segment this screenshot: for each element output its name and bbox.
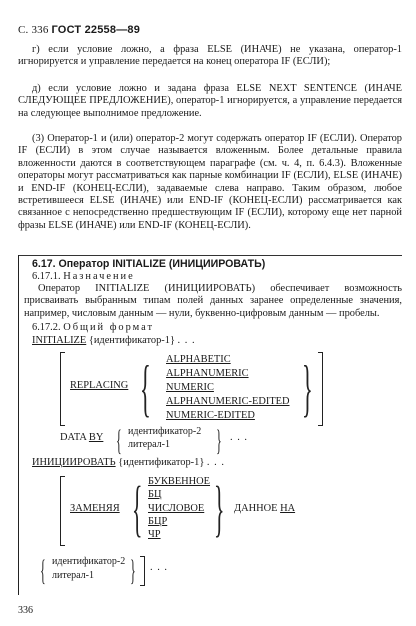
- keyword-replacing: REPLACING: [70, 380, 129, 391]
- ellipsis-ru: . . .: [206, 457, 225, 468]
- data-by-line: [60, 432, 103, 444]
- paragraph-3: (3) Оператор-1 и (или) оператор-2 могут содержать оператор IF (ЕСЛИ). Оператор IF (ЕСЛИ) в этом случае называется вложенным. Более детальные правила вложенности даются в соответствующем параграфе (см. ч. 4, п. 6.4.3). Вложенные операторы могут рассматриваться как парные комбинации IF (ЕСЛИ), ELSE (ИНАЧЕ) и END-IF (КОНЕЦ-ЕСЛИ), задаваемые слева направо. Таким образом, любое встретившееся ELSE (ИНАЧЕ) или END-IF (КОНЕЦ-ЕСЛИ) рассматривается как связанное с непосредственно предшествующим IF (ЕСЛИ), которому еще нет парной фразы ELSE (ИНАЧЕ) или END-IF (КОНЕЦ-ЕСЛИ).: [18, 133, 402, 231]
- paragraph-d: д) если условие ложно и задана фраза ELSE NEXT SENTENCE (ИНАЧЕ СЛЕДУЮЩЕЕ ПРЕДЛОЖЕНИЕ), оператор-1 игнорируется, а управление передается на следующее выполнимое предложение.: [18, 83, 402, 119]
- paragraph-g: г) если условие ложно, а фраза ELSE (ИНАЧЕ) не указана, оператор-1 игнорируется и управление передается на конец оператора IF (ЕСЛИ);: [18, 44, 402, 68]
- ru-id-right-bracket: [140, 556, 145, 586]
- ru-id-right-brace: }: [130, 554, 136, 587]
- subsection-1-text: Оператор INITIALIZE (ИНИЦИИРОВАТЬ) обеспечивает возможность присваивать выбранным типам полей данных заранее определенные значения, например, числовым данным — нули, буквенно-цифровым данным — пробелы.: [24, 283, 402, 319]
- left-brace-en: {: [140, 352, 151, 423]
- subsection-1-heading: [32, 271, 135, 283]
- iniciirovat-line: [32, 457, 225, 469]
- keyword-na: НА: [280, 503, 296, 514]
- standard-code: ГОСТ 22558—89: [51, 24, 141, 36]
- literal-1-en: литерал-1: [128, 439, 170, 450]
- right-bracket-en: [318, 352, 323, 426]
- option-ru-5: ЧР: [148, 529, 161, 540]
- page-prefix: С.: [18, 24, 29, 36]
- left-bracket-ru: [60, 476, 65, 546]
- left-bracket-en: [60, 352, 65, 426]
- identifier-1-en: {идентификатор-1}: [88, 335, 175, 346]
- subsection-1-title: Назначение: [63, 271, 135, 282]
- ru-id-left-brace: {: [40, 554, 46, 587]
- identifier-1-ru: {идентификатор-1}: [118, 457, 205, 468]
- option-en-1: ALPHABETIC: [166, 354, 231, 365]
- left-brace-ru: {: [132, 475, 143, 543]
- option-en-3: NUMERIC: [166, 382, 214, 393]
- keyword-data: DATA: [60, 432, 87, 443]
- subsection-1-number: 6.17.1.: [32, 271, 61, 282]
- right-brace-en: }: [302, 352, 313, 423]
- identifier-2-en: идентификатор-2: [128, 426, 202, 437]
- data-by-right-brace: }: [216, 424, 222, 457]
- subsection-2-title: Общий формат: [63, 322, 155, 333]
- option-ru-2: БЦ: [148, 489, 162, 500]
- section-divider: [18, 255, 402, 256]
- section-left-rule: [18, 255, 19, 595]
- identifier-2-ru: идентификатор-2: [52, 556, 126, 567]
- right-brace-ru: }: [214, 475, 225, 543]
- section-title: 6.17. Оператор INITIALIZE (ИНИЦИИРОВАТЬ): [32, 258, 266, 270]
- initialize-line: [32, 335, 196, 347]
- option-ru-4: БЦР: [148, 516, 168, 527]
- keyword-iniciirovat: ИНИЦИИРОВАТЬ: [32, 457, 116, 468]
- keyword-by: BY: [88, 432, 104, 443]
- option-en-4: ALPHANUMERIC-EDITED: [166, 396, 290, 407]
- option-ru-3: ЧИСЛОВОЕ: [148, 503, 205, 514]
- option-en-5: NUMERIC-EDITED: [166, 410, 255, 421]
- page-header: [18, 24, 140, 36]
- keyword-dannoe: ДАННОЕ: [234, 503, 278, 514]
- subsection-2-number: 6.17.2.: [32, 322, 61, 333]
- keyword-initialize: INITIALIZE: [32, 335, 87, 346]
- data-by-left-brace: {: [116, 424, 122, 457]
- option-en-2: ALPHANUMERIC: [166, 368, 249, 379]
- footer-page-number: 336: [18, 605, 33, 616]
- ru-id-ellipsis: . . .: [150, 562, 168, 573]
- keyword-zamenyaya: ЗАМЕНЯЯ: [70, 503, 120, 514]
- data-by-ellipsis: . . .: [230, 432, 248, 443]
- dannoe-na-line: [234, 503, 295, 515]
- subsection-2-heading: [32, 322, 154, 334]
- literal-1-ru: литерал-1: [52, 570, 94, 581]
- page-number: 336: [31, 24, 49, 36]
- option-ru-1: БУКВЕННОЕ: [148, 476, 211, 487]
- ellipsis-en: . . .: [177, 335, 196, 346]
